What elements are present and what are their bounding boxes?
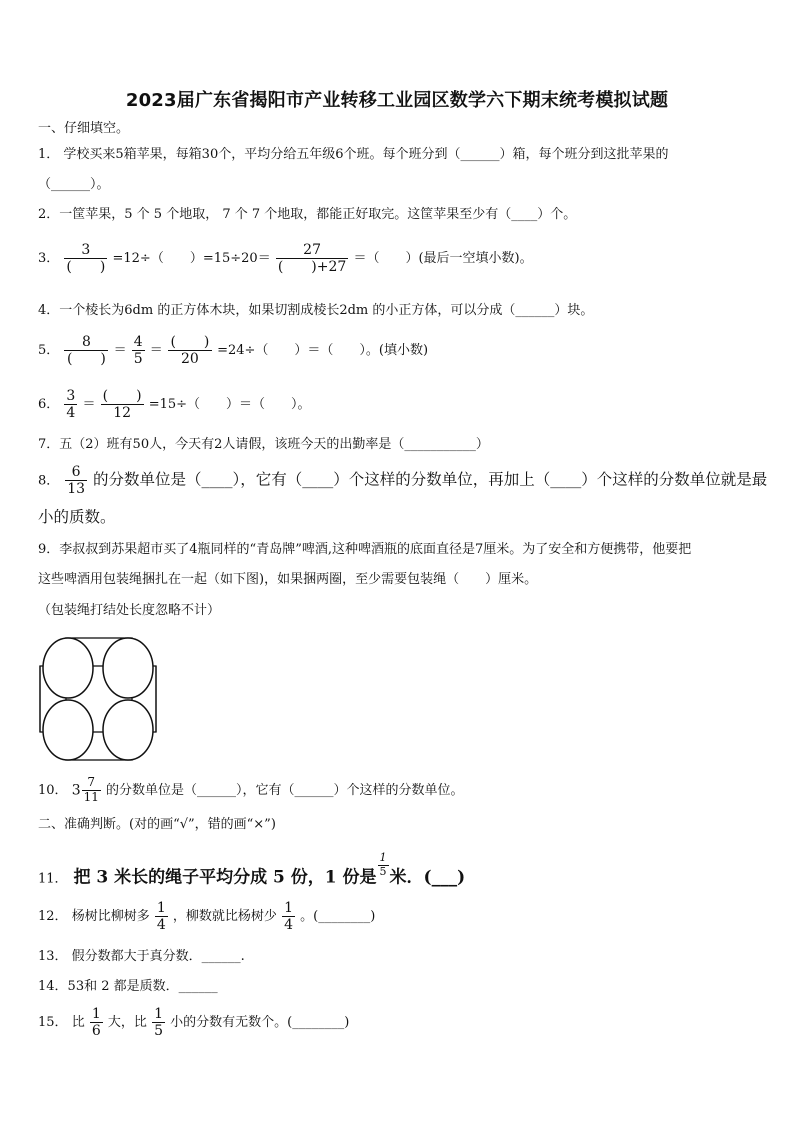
question-text: =24÷（ ）＝（ ）。(填小数) <box>217 343 429 359</box>
question-number: 3． <box>38 251 60 267</box>
question-12 <box>38 900 375 933</box>
fraction-numerator: 3 <box>66 388 76 404</box>
equals-sign: ＝ <box>149 343 163 359</box>
question-text: ＝（ ）(最后一空填小数)。 <box>353 251 533 267</box>
question-text: 大，比 <box>107 1015 147 1031</box>
question-13: 13． 假分数都大于真分数．______. <box>38 949 245 964</box>
fraction-numerator: ( ) <box>102 388 142 404</box>
question-9-line-2: 这些啤酒用包装绳捆扎在一起（如下图)，如果捆两圈，至少需要包装绳（ ）厘米。 <box>38 572 538 587</box>
question-10 <box>38 776 464 805</box>
bottle-circle <box>43 700 93 760</box>
page-title: 2023届广东省揭阳市产业转移工业园区数学六下期末统考模拟试题 <box>125 90 669 111</box>
mixed-number-whole: 3 <box>71 782 81 799</box>
question-1-line-2: （______）。 <box>38 177 110 192</box>
fraction-numerator: 1 <box>91 1006 101 1022</box>
question-8 <box>38 464 767 497</box>
question-text: =15÷（ ）＝（ ）。 <box>148 397 311 413</box>
fraction-denominator: 4 <box>66 405 76 422</box>
fraction-denominator: 5 <box>133 351 143 368</box>
fraction <box>101 388 144 421</box>
question-text: 把 3 米长的绳子平均分成 5 份，1 份是 <box>73 867 377 888</box>
bottle-circle <box>43 638 93 698</box>
question-11 <box>38 852 465 889</box>
fraction-denominator: 4 <box>284 917 293 934</box>
question-4: 4．一个棱长为6dm 的正方体木块，如果切割成棱长2dm 的小正方体，可以分成（______）块。 <box>38 303 594 318</box>
question-text: 。(________) <box>300 909 376 925</box>
fraction <box>82 776 101 805</box>
fraction-numerator: 1 <box>379 851 387 864</box>
fraction-numerator: 8 <box>64 334 108 351</box>
fraction <box>152 1006 165 1039</box>
fraction-numerator: 1 <box>284 900 293 916</box>
question-7: 7．五（2）班有50人，今天有2人请假，该班今天的出勤率是（___________） <box>38 437 489 452</box>
fraction <box>155 900 168 933</box>
fraction <box>282 900 295 933</box>
fraction-numerator: 7 <box>82 776 101 791</box>
fraction <box>65 464 87 497</box>
section-1-heading: 一、仔细填空。 <box>38 121 130 136</box>
fraction <box>90 1006 103 1039</box>
question-number: 11． <box>38 871 68 887</box>
question-text: =12÷（ ）=15÷20＝ <box>112 251 271 267</box>
question-text: ，柳数就比杨树少 <box>172 909 277 925</box>
fraction-numerator: 4 <box>133 334 143 350</box>
question-number: 6． <box>38 397 60 413</box>
question-9-line-1: 9．李叔叔到苏果超市买了4瓶同样的“青岛牌”啤酒,这种啤酒瓶的底面直径是7厘米。为了安全和方便携带，他要把 <box>38 542 692 557</box>
fraction <box>64 388 77 421</box>
fraction-numerator: 1 <box>156 900 166 916</box>
bottle-circle <box>103 700 153 760</box>
question-number: 5． <box>38 343 60 359</box>
fraction-numerator: ( ) <box>168 334 212 351</box>
question-2: 2．一筐苹果，5 个 5 个地取， 7 个 7 个地取，都能正好取完。这筐苹果至少有（____）个。 <box>38 207 577 222</box>
fraction-denominator: 12 <box>113 405 132 422</box>
question-text: 比 <box>71 1015 85 1031</box>
fraction <box>378 852 389 878</box>
question-text: 米．(___) <box>389 867 466 888</box>
question-number: 12． <box>38 909 68 925</box>
fraction-numerator: 3 <box>64 242 107 259</box>
question-15 <box>38 1006 349 1039</box>
bottles-bundle-diagram <box>38 636 158 762</box>
fraction-denominator: ( )+27 <box>277 259 347 276</box>
fraction-denominator: 6 <box>91 1023 101 1040</box>
question-5 <box>38 334 428 367</box>
fraction-numerator: 6 <box>65 464 87 481</box>
fraction <box>168 334 212 367</box>
fraction <box>276 242 348 275</box>
fraction <box>132 334 145 367</box>
question-3 <box>38 242 533 275</box>
fraction-numerator: 27 <box>276 242 348 259</box>
equals-sign: ＝ <box>113 343 127 359</box>
question-1-line-1: 1． 学校买来5箱苹果，每箱30个，平均分给五年级6个班。每个班分到（______）箱，每个班分到这批苹果的 <box>38 147 669 162</box>
question-number: 8． <box>38 473 60 489</box>
section-2-heading: 二、准确判断。(对的画“√”，错的画“×”) <box>38 817 276 832</box>
question-6 <box>38 388 311 421</box>
fraction-denominator: 11 <box>83 789 99 804</box>
fraction <box>64 242 107 275</box>
equals-sign: ＝ <box>82 397 96 413</box>
fraction-denominator: 4 <box>156 917 166 934</box>
question-number: 15． <box>38 1015 68 1031</box>
fraction-denominator: 13 <box>67 481 86 498</box>
question-9-note: （包装绳打结处长度忽略不计） <box>38 603 221 618</box>
fraction-denominator: 20 <box>181 351 199 368</box>
fraction-denominator: ( ) <box>66 351 106 368</box>
question-8-line-2: 小的质数。 <box>38 508 116 526</box>
fraction-numerator: 1 <box>154 1006 163 1022</box>
question-text: 小的分数有无数个。(________) <box>170 1015 350 1031</box>
fraction-denominator: ( ) <box>66 259 106 276</box>
bottle-circle <box>103 638 153 698</box>
fraction-denominator: 5 <box>379 864 387 878</box>
question-text: 的分数单位是（______），它有（______）个这样的分数单位。 <box>106 782 464 798</box>
fraction <box>64 334 108 367</box>
fraction-denominator: 5 <box>154 1023 163 1040</box>
question-14: 14．53和 2 都是质数．______ <box>38 979 218 994</box>
question-text: 杨树比柳树多 <box>71 909 150 925</box>
question-number: 10． <box>38 782 68 798</box>
question-text: 的分数单位是（____），它有（____）个这样的分数单位，再加上（____）个这样的分数单位就是最 <box>92 470 768 489</box>
